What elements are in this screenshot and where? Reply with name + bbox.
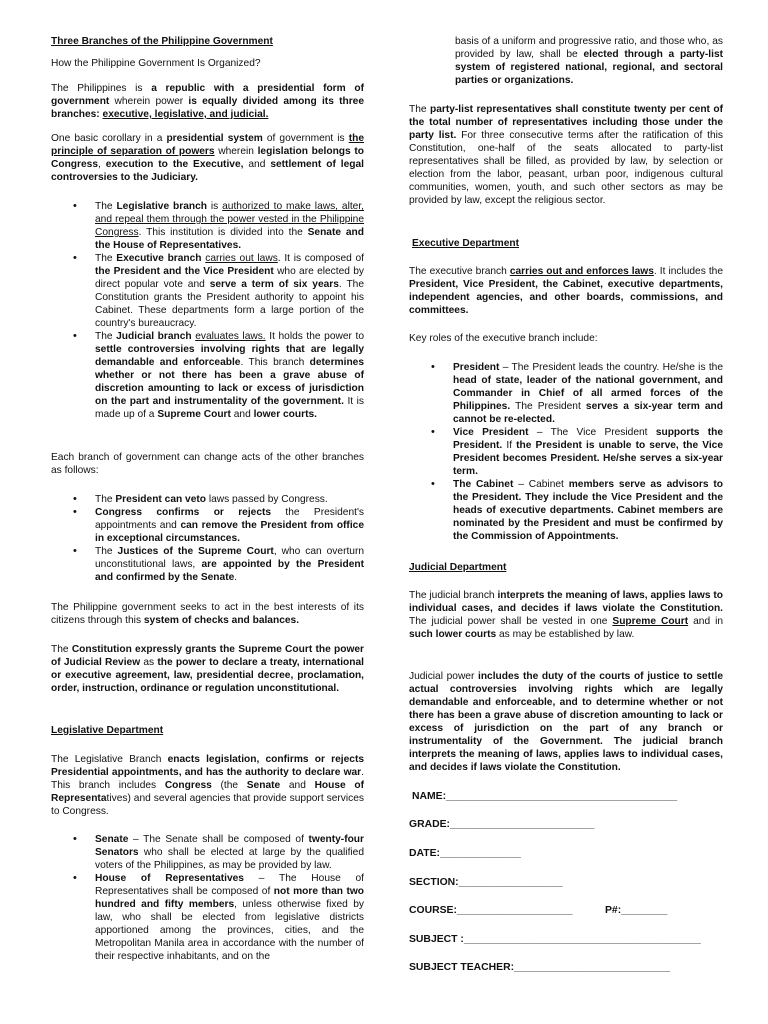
document-title: Three Branches of the Philippine Government — [51, 36, 273, 47]
corollary-paragraph: One basic corollary in a presidential system of government is the principle of separation of powers wherein legislation belongs to Congress, execution to the Executive, and settlement of legal controversies to the Judiciary. — [51, 133, 364, 183]
list-item-president: • President – The President leads the country. He/she is the head of state, leader of the national government, and Commander in Chief of all armed forces of the Philippines. The President serves a six-year term and cannot be re-elected. — [409, 361, 723, 426]
list-item-executive-branch: • The Executive branch carries out laws. It is composed of the President and the Vice President who are elected by direct popular vote and serve a term of six years. The Constitution grants the President authority to appoint his Cabinet. These departments form a large portion of the country's bureaucracy. — [51, 252, 364, 330]
name-field[interactable]: NAME:________________________________________ — [412, 791, 678, 802]
intro-paragraph: The Philippines is a republic with a presidential form of government wherein power is equally divided among its three branches: executive, legislative, and judicial. — [51, 83, 365, 120]
list-item-senate: • Senate – The Senate shall be composed of twenty-four Senators who shall be elected at large by the qualified voters of the Philippines, as may be provided by law. — [51, 833, 364, 872]
judicial-power-paragraph: Judicial power includes the duty of the courts of justice to settle actual controversies involving rights which are legally demandable and enforceable, and to determine whether or not there has been a grave abuse of discretion amounting to lack or excess of jurisdiction on the part of any branch or instrumentality of the Government. The judicial branch interprets the meaning of laws, applies laws to individual cases, and decides if laws violate the Constitution. — [409, 671, 723, 773]
list-item-legislative-branch: • The Legislative branch is authorized to make laws, alter, and repeal them through the power vested in the Philippine Congress. This institution is divided into the Senate and the House of Representatives. — [51, 200, 364, 252]
legislative-department-paragraph: The Legislative Branch enacts legislation, confirms or rejects Presidential appointments, and has the authority to declare war. This branch includes Congress (the Senate and House of Representatives) and several agencies that provide support services to Congress. — [51, 754, 364, 817]
judicial-review-paragraph: The Constitution expressly grants the Supreme Court the power of Judicial Review as the power to declare a treaty, international or executive agreement, law, presidential decree, proclamation, order, instruction, ordinance or regulation unconstitutional. — [51, 644, 364, 694]
branches-list — [51, 200, 364, 421]
grade-field[interactable]: GRADE:_________________________ — [409, 819, 595, 830]
list-item-cabinet: • The Cabinet – Cabinet members serve as advisors to the President. They include the Vice President and the heads of executive departments. Cabinet members are nominated by the President and must be confirmed by the Commission of Appointments. — [409, 478, 723, 543]
list-item-congress-confirms: • Congress confirms or rejects the President's appointments and can remove the President from office in exceptional circumstances. — [51, 506, 364, 545]
change-acts-paragraph: Each branch of government can change acts of the other branches as follows: — [51, 452, 364, 476]
p-number-field[interactable]: P#:________ — [605, 905, 668, 916]
list-item-president-veto: • The President can veto laws passed by Congress. — [51, 493, 364, 506]
judicial-department-heading: Judicial Department — [409, 562, 507, 573]
party-list-paragraph: The party-list representatives shall constitute twenty per cent of the total number of representatives including those under the party list. For three consecutive terms after the ratification of this Constitution, one-half of the seats allocated to party-list representatives shall be filled, as provided by law, by selection or election from the labor, peasant, urban poor, indigenous cultural communities, women, youth, and such other sectors as may be provided by law, except the religious sector. — [409, 104, 723, 206]
judicial-department-paragraph: The judicial branch interprets the meaning of laws, applies laws to individual cases, and decides if laws violate the Constitution. The judicial power shall be vested in one Supreme Court and in such lower courts as may be established by law. — [409, 590, 724, 640]
course-field[interactable]: COURSE:____________________ — [409, 905, 573, 916]
list-item-house: • House of Representatives – The House of Representatives shall be composed of not more than two hundred and fifty members, unless otherwise fixed by law, who shall be elected from legislative districts apportioned among the provinces, cities, and the Metropolitan Manila area in accordance with the number of their respective inhabitants, and on the — [51, 872, 364, 963]
list-item-vice-president: • Vice President – The Vice President supports the President. If the President is unable to serve, the Vice President becomes President. He/she serves a six-year term. — [409, 426, 723, 478]
checks-list — [51, 493, 364, 584]
house-continuation: basis of a uniform and progressive ratio, and those who, as provided by law, shall be elected through a party-list system of registered national, regional, and sectoral parties or organizations. — [455, 36, 724, 86]
subtitle-question: How the Philippine Government Is Organized? — [51, 58, 261, 69]
subject-teacher-field[interactable]: SUBJECT TEACHER:___________________________ — [409, 962, 671, 973]
executive-roles-list — [409, 361, 723, 543]
list-item-judicial-branch: • The Judicial branch evaluates laws. It holds the power to settle controversies involving rights that are legally demandable and enforceable. This branch determines whether or not there has been a grave abuse of discretion amounting to lack or excess of jurisdiction on the part and instrumentality of the government. It is made up of a Supreme Court and lower courts. — [51, 330, 364, 421]
date-field[interactable]: DATE:______________ — [409, 848, 521, 859]
subject-field[interactable]: SUBJECT :_________________________________________ — [409, 934, 701, 945]
list-item-justices: • The Justices of the Supreme Court, who can overturn unconstitutional laws, are appointed by the President and confirmed by the Senate. — [51, 545, 364, 584]
executive-department-paragraph: The executive branch carries out and enforces laws. It includes the President, Vice President, the Cabinet, executive departments, independent agencies, and other boards, commissions, and committees. — [409, 266, 724, 316]
section-field[interactable]: SECTION:__________________ — [409, 877, 563, 888]
legislative-department-heading: Legislative Department — [51, 725, 164, 736]
key-roles-intro: Key roles of the executive branch include: — [409, 333, 598, 344]
executive-department-heading: Executive Department — [412, 238, 520, 249]
congress-list — [51, 833, 364, 963]
checks-balances-paragraph: The Philippine government seeks to act in the best interests of its citizens through this system of checks and balances. — [51, 602, 364, 626]
